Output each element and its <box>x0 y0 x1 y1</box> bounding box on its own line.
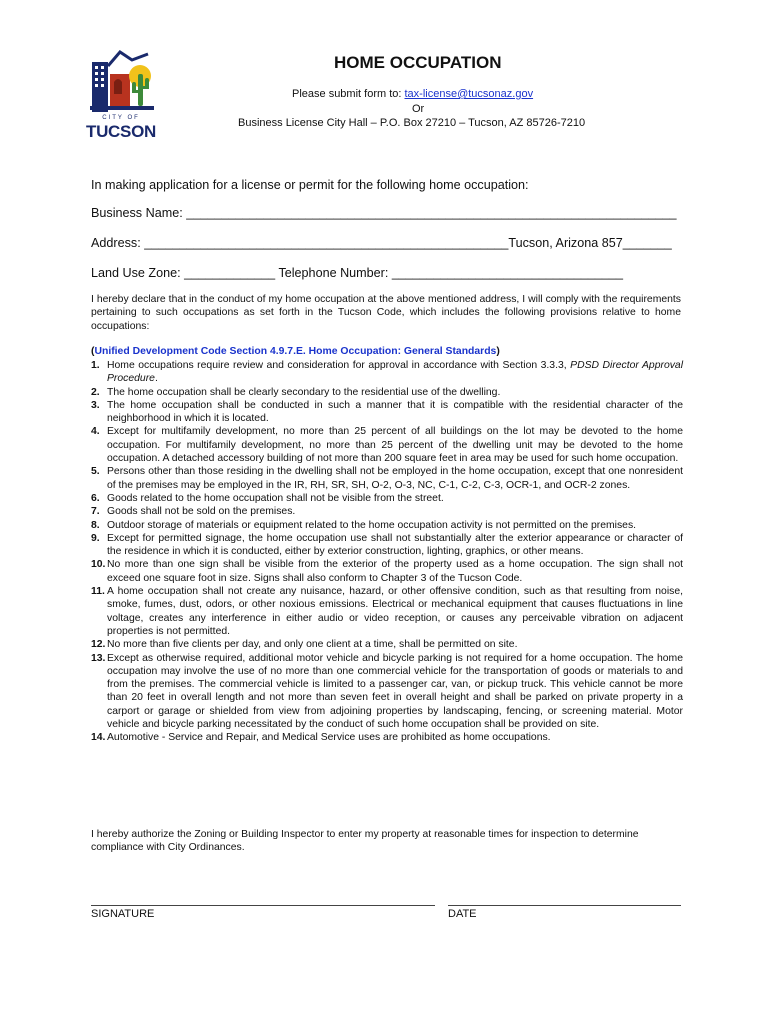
item-number: 9. <box>91 532 100 544</box>
item-number: 3. <box>91 399 100 411</box>
item-text: Outdoor storage of materials or equipment related to the home occupation activity is not permitted on the premises. <box>107 519 637 531</box>
application-intro: In making application for a license or permit for the following home occupation: <box>91 178 529 192</box>
city-of-tucson-logo <box>86 48 160 144</box>
land-use-telephone-row <box>91 266 623 280</box>
item-text: Goods shall not be sold on the premises. <box>107 506 296 518</box>
item-number: 1. <box>91 360 100 371</box>
email-link[interactable]: tax-license@tucsonaz.gov <box>404 88 534 100</box>
list-item <box>91 519 683 532</box>
list-item <box>91 558 683 585</box>
open-paren: ( <box>91 346 95 357</box>
item-number: 2. <box>91 386 100 398</box>
submit-instructions <box>292 88 533 100</box>
date-label: DATE <box>448 908 477 920</box>
tucson-skyline-icon <box>86 48 160 114</box>
item-number: 5. <box>91 466 100 478</box>
item-number: 14. <box>91 732 106 744</box>
list-item <box>91 492 683 505</box>
item-number: 6. <box>91 492 100 504</box>
or-text: Or <box>412 103 425 115</box>
declaration-paragraph: I hereby declare that in the conduct of my home occupation at the above mentioned address, I will comply with the requirements pertaining to such occupations as set forth in the Tucson Code, which includes the following provisions relative to home occupations: <box>91 294 681 332</box>
item-text: No more than one sign shall be visible from the exterior of the property used as a home occupation. The sign shall not exceed one square foot in size. Signs shall also conform to Chapter 3 of the Tucson Code. <box>107 559 683 584</box>
item-number: 12. <box>91 639 106 651</box>
list-item <box>91 399 683 426</box>
item-number: 13. <box>91 652 106 664</box>
list-item <box>91 652 683 732</box>
list-item <box>91 386 683 399</box>
item-number: 8. <box>91 519 100 531</box>
item-number: 4. <box>91 426 100 438</box>
item-italic-text: PDSD Director Approval Procedure <box>107 360 684 385</box>
signature-line[interactable] <box>91 905 435 906</box>
item-text: Goods related to the home occupation shall not be visible from the street. <box>107 492 444 504</box>
list-item <box>91 465 683 492</box>
list-item <box>91 731 683 744</box>
date-line[interactable] <box>448 905 681 906</box>
signature-label: SIGNATURE <box>91 908 155 920</box>
item-text: A home occupation shall not create any nuisance, hazard, or other offensive condition, such as that resulting from noise, smoke, fumes, dust, odors, or other noxious emissions. Electrical or mechanical equipment that causes fluctuations in line voltage, creates any interference in either audio or video reception, or causes any perceivable vibration on adjacent properties is not permitted. <box>107 586 683 637</box>
item-text: Persons other than those residing in the dwelling shall not be employed in the home occupation, except that one nonresident of the premises may be employed in the IR, RH, SR, SH, O-2, O-3, NC, C-1, C-2, C-3, OCR-1, and OCR-2 zones. <box>107 466 683 491</box>
standards-list <box>91 359 683 745</box>
item-text: Except as otherwise required, additional motor vehicle and bicycle parking is not required for a home occupation. The home occupation may involve the use of no more than one commercial vehicle for the transportation of goods or materials to and from the premises. The commercial vehicle is limited to a passenger car, van, or pickup truck. This vehicle cannot be more than 20 feet in overall length and not more than seven feet in overall height and shall be parked on private property in a carport or garage or shielded from view from adjoining properties by landscaping, fencing, or screening material. Motor vehicle and bicycle parking necessitated by the conduct of such home occupation shall be provided on site. <box>107 652 683 731</box>
item-text: Home occupations require review and consideration for approval in accordance with Section 3.3.3, <box>107 360 567 371</box>
item-text: The home occupation shall be clearly secondary to the residential use of the dwelling. <box>107 386 501 398</box>
list-item <box>91 638 683 651</box>
item-text: Except for multifamily development, no more than 25 percent of all buildings on the lot may be devoted to the home occupation. For multifamily development, no more than 25 percent of the dwelling unit may be devoted to the home occupation. A detached accessory building of not more than 200 square feet in area may be used for such home occupation. <box>107 426 683 465</box>
standards-heading-link: Unified Development Code Section 4.9.7.E. Home Occupation: General Standards <box>94 346 497 357</box>
list-item <box>91 585 683 638</box>
item-text-end: . <box>154 373 158 385</box>
business-name-field[interactable]: Business Name: ______________________________________________________________________ <box>91 206 677 220</box>
authorization-paragraph: I hereby authorize the Zoning or Building Inspector to enter my property at reasonable times for inspection to determine compliance with City Ordinances. <box>91 829 639 854</box>
submit-prefix: Please submit form to: <box>292 88 402 100</box>
item-text: Except for permitted signage, the home occupation use shall not substantially alter the exterior appearance or character of the residence in which it is conducted, either by exterior construction, lighting, graphics, or other means. <box>107 532 683 558</box>
telephone-field[interactable]: Telephone Number: _________________________________ <box>278 266 623 280</box>
item-number: 11. <box>91 586 105 598</box>
logo-city-text: CITY OF <box>102 115 140 121</box>
list-item <box>91 505 683 518</box>
item-text: No more than five clients per day, and only one client at a time, shall be permitted on site. <box>107 639 518 651</box>
mailing-address: Business License City Hall – P.O. Box 27210 – Tucson, AZ 85726-7210 <box>238 117 586 129</box>
list-item <box>91 425 683 465</box>
item-number: 10. <box>91 559 106 571</box>
list-item <box>91 532 683 559</box>
item-text: The home occupation shall be conducted in such a manner that it is compatible with the residential character of the neighborhood in which it is located. <box>107 399 683 425</box>
address-field[interactable]: Address: ____________________________________________________Tucson, Arizona 857_______ <box>91 236 672 250</box>
item-text: Automotive - Service and Repair, and Medical Service uses are prohibited as home occupations. <box>107 732 551 744</box>
close-paren: ) <box>496 346 500 357</box>
page-title: HOME OCCUPATION <box>334 53 502 72</box>
list-item <box>91 359 683 386</box>
logo-name-text: TUCSON <box>86 122 156 141</box>
land-use-zone-field[interactable]: Land Use Zone: _____________ <box>91 266 276 280</box>
standards-heading <box>91 346 500 357</box>
item-number: 7. <box>91 506 100 518</box>
